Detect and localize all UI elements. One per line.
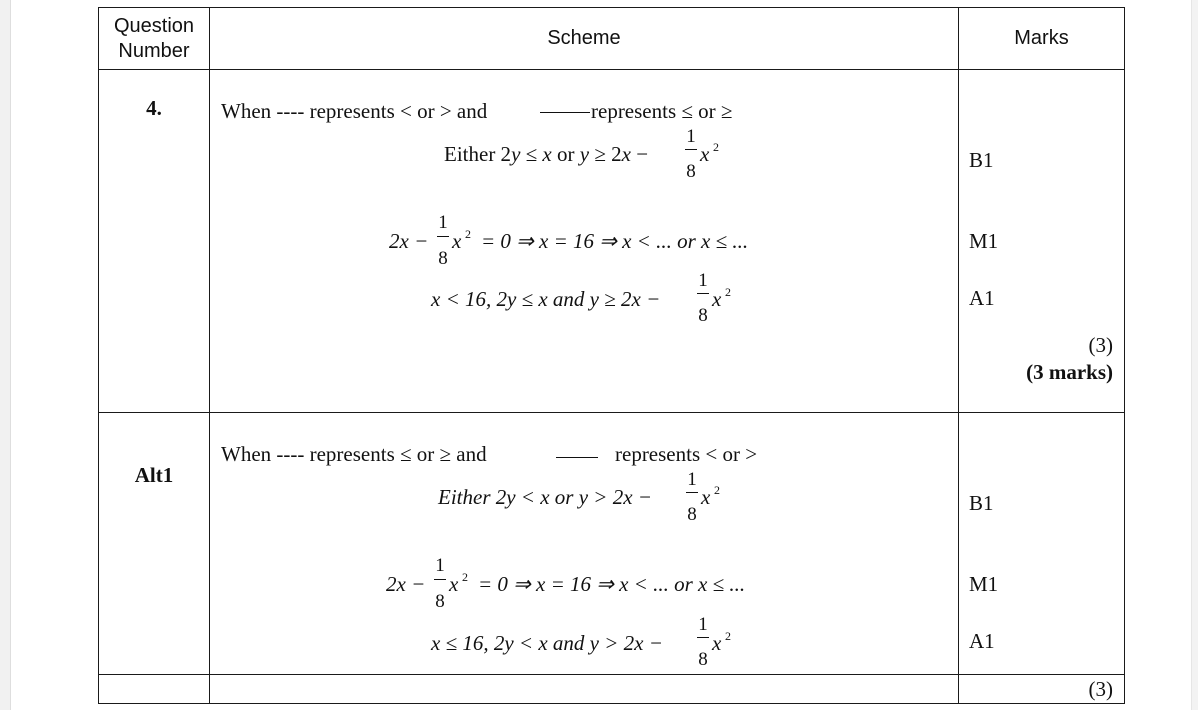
alt-line-2: Either 2y < x or y > 2x − xyxy=(438,485,652,509)
scheme-line-1b: represents ≤ or ≥ xyxy=(591,99,733,123)
header-question-number: Question Number xyxy=(113,15,195,62)
fraction-bar xyxy=(434,579,446,580)
x-squared: x xyxy=(712,631,722,655)
fraction-bar xyxy=(437,236,449,237)
page-right-edge xyxy=(1191,0,1198,710)
fraction-numerator: 1 xyxy=(435,555,445,576)
scheme-line-3b: = 0 ⇒ x = 16 ⇒ x < ... or x ≤ ... xyxy=(481,229,749,253)
question-number: 4. xyxy=(146,96,162,120)
x-squared: x xyxy=(701,485,711,509)
solid-line-symbol xyxy=(556,457,598,458)
mark-b1: B1 xyxy=(969,491,994,515)
mark-m1: M1 xyxy=(969,572,999,596)
subtotal-marks: (3) xyxy=(1088,333,1113,357)
exponent: 2 xyxy=(462,570,468,584)
table-top-border xyxy=(98,7,1125,8)
header-bottom-border xyxy=(98,69,1125,70)
row-divider xyxy=(98,412,1125,413)
alt-number: Alt1 xyxy=(134,463,174,487)
alt-line-3a: 2x − xyxy=(386,572,426,596)
fraction-numerator: 1 xyxy=(698,270,708,291)
mark-b1: B1 xyxy=(969,148,994,172)
header-marks: Marks xyxy=(1014,27,1069,49)
alt-line-1b: represents < or > xyxy=(615,442,758,466)
exponent: 2 xyxy=(725,285,731,299)
x-squared: x xyxy=(449,572,459,596)
fraction-denominator: 8 xyxy=(698,649,708,670)
fraction-bar xyxy=(697,637,709,638)
x-squared: x xyxy=(452,229,462,253)
alt-subtotal-marks: (3) xyxy=(1088,677,1113,701)
scheme-line-3a: 2x − xyxy=(389,229,429,253)
alt-line-1a: When ---- represents ≤ or ≥ and xyxy=(221,442,487,466)
fraction-denominator: 8 xyxy=(687,504,697,525)
table-right-border xyxy=(1124,7,1125,704)
mark-a1: A1 xyxy=(969,286,995,310)
page-left-edge xyxy=(0,0,11,710)
x-squared: x xyxy=(700,142,710,166)
fraction-denominator: 8 xyxy=(438,248,448,269)
scheme-line-4: x < 16, 2y ≤ x and y ≥ 2x − xyxy=(431,287,661,311)
column-divider-1 xyxy=(209,7,210,704)
x-squared: x xyxy=(712,287,722,311)
fraction-numerator: 1 xyxy=(687,469,697,490)
total-marks: (3 marks) xyxy=(1026,360,1113,384)
fraction-numerator: 1 xyxy=(438,212,448,233)
header-scheme: Scheme xyxy=(547,27,621,49)
solid-line-symbol xyxy=(540,112,590,113)
alt-line-3b: = 0 ⇒ x = 16 ⇒ x < ... or x ≤ ... xyxy=(478,572,746,596)
exponent: 2 xyxy=(714,483,720,497)
table-bottom-border xyxy=(98,703,1125,704)
fraction-bar xyxy=(697,293,709,294)
exponent: 2 xyxy=(725,629,731,643)
scheme-line-1a: When ---- represents < or > and xyxy=(221,99,488,123)
row-divider-2 xyxy=(98,674,1125,675)
fraction-denominator: 8 xyxy=(698,305,708,326)
fraction-numerator: 1 xyxy=(698,614,708,635)
exponent: 2 xyxy=(465,227,471,241)
fraction-numerator: 1 xyxy=(686,126,696,147)
fraction-bar xyxy=(685,149,697,150)
mark-m1: M1 xyxy=(969,229,999,253)
column-divider-2 xyxy=(958,7,959,704)
scheme-line-2: Either 2y ≤ x or y ≥ 2x − xyxy=(444,142,649,166)
fraction-bar xyxy=(686,492,698,493)
mark-a1: A1 xyxy=(969,629,995,653)
fraction-denominator: 8 xyxy=(435,591,445,612)
exponent: 2 xyxy=(713,140,719,154)
alt-line-4: x ≤ 16, 2y < x and y > 2x − xyxy=(431,631,663,655)
fraction-denominator: 8 xyxy=(686,161,696,182)
